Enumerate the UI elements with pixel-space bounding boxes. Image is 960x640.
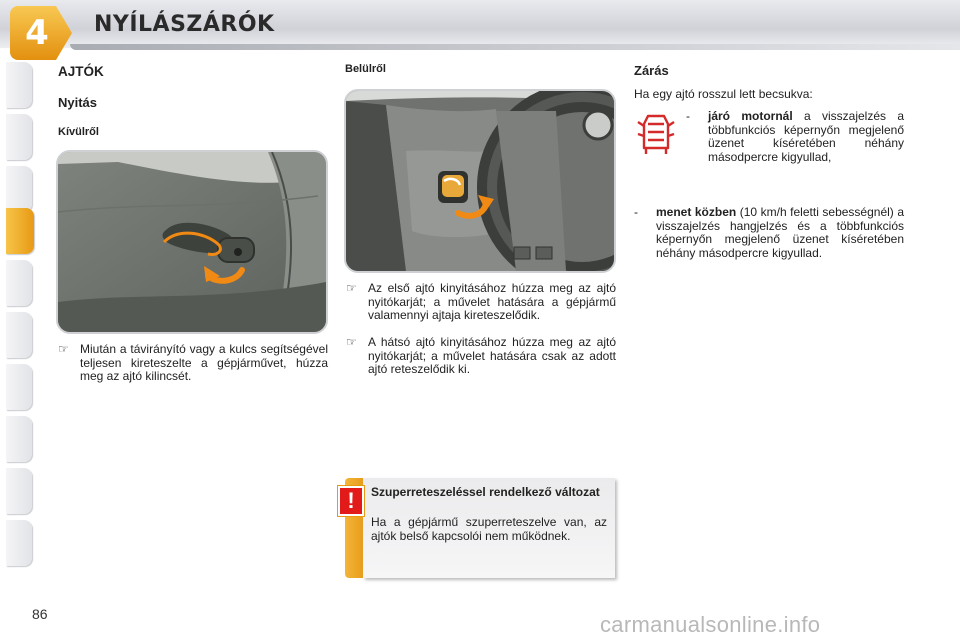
pointing-hand-icon: ☞ [346,281,357,295]
chapter-tab-2[interactable] [6,114,32,160]
chapter-tabs [0,62,34,582]
closing-heading: Zárás [634,63,669,78]
page-number: 86 [32,606,48,622]
inside-heading: Belülről [345,63,386,75]
note-title: Szuperreteszeléssel rendelkező változat [371,485,600,499]
deadlocking-note [345,478,615,578]
chapter-number: 4 [25,13,49,53]
chapter-tab-3[interactable] [6,166,32,212]
chapter-tab-10[interactable] [6,520,32,566]
header-swoosh [70,44,960,50]
exclamation-icon: ! [338,486,364,516]
closing-intro: Ha egy ajtó rosszul lett becsukva: [634,87,813,101]
watermark: carmanualsonline.info [600,612,821,637]
item-dash: - [686,109,690,123]
driving-item [656,206,904,260]
note-text: Ha a gépjármű szuperreteszelve van, az ajtók belső kapcsolói nem működnek. [371,515,607,543]
door-handle-inside-drawing [346,91,614,271]
door-handle-inside-image [344,89,616,273]
note-panel [363,478,615,578]
front-door-instruction-text: Az első ajtó kinyitásához húzza meg az ajtó nyitókarját; a művelet hatására a gépjármű valamennyi ajtaja kireteszelődik. [368,281,616,322]
front-door-instruction [346,282,616,334]
door-handle-outside-image [56,150,328,334]
chapter-tab-4-active[interactable] [6,208,34,254]
chapter-tab-1[interactable] [6,62,32,108]
driving-label: menet közben [656,205,737,219]
pointing-hand-icon: ☞ [58,342,69,356]
section-title: AJTÓK [58,64,104,79]
chapter-tab-7[interactable] [6,364,32,410]
outside-heading: Kívülről [58,126,99,138]
chapter-tab-8[interactable] [6,416,32,462]
door-handle-outside-drawing [58,152,326,332]
driving-text: (10 km/h feletti sebességnél) a visszajelzés hangjelzés és a többfunkciós képernyőn megjelenő üzenet kíséretében néhány másodpercre kigyullad. [656,205,904,260]
chapter-tab-6[interactable] [6,312,32,358]
item-dash: - [634,205,638,219]
engine-running-item [708,110,904,164]
door-open-warning-icon [636,112,676,156]
outside-instruction-text: Miután a távirányító vagy a kulcs segítségével teljesen kireteszelte a gépjárművet, húzza meg az ajtó kilincsét. [80,342,328,383]
outside-instruction [58,343,328,403]
engine-running-label: járó motornál [708,109,793,123]
chapter-title: NYÍLÁSZÁRÓK [94,12,275,37]
rear-door-instruction-text: A hátsó ajtó kinyitásához húzza meg az ajtó nyitókarját; a művelet hatására csak az adott ajtó reteszelődik ki. [368,335,616,376]
chapter-tab-5[interactable] [6,260,32,306]
pointing-hand-icon: ☞ [346,335,357,349]
chapter-tab-9[interactable] [6,468,32,514]
subsection-title: Nyitás [58,95,98,110]
engine-running-text: a visszajelzés a többfunkciós képernyőn megjelenő üzenet kíséretében néhány másodpercre kigyullad, [708,109,904,164]
rear-door-instruction [346,336,616,380]
